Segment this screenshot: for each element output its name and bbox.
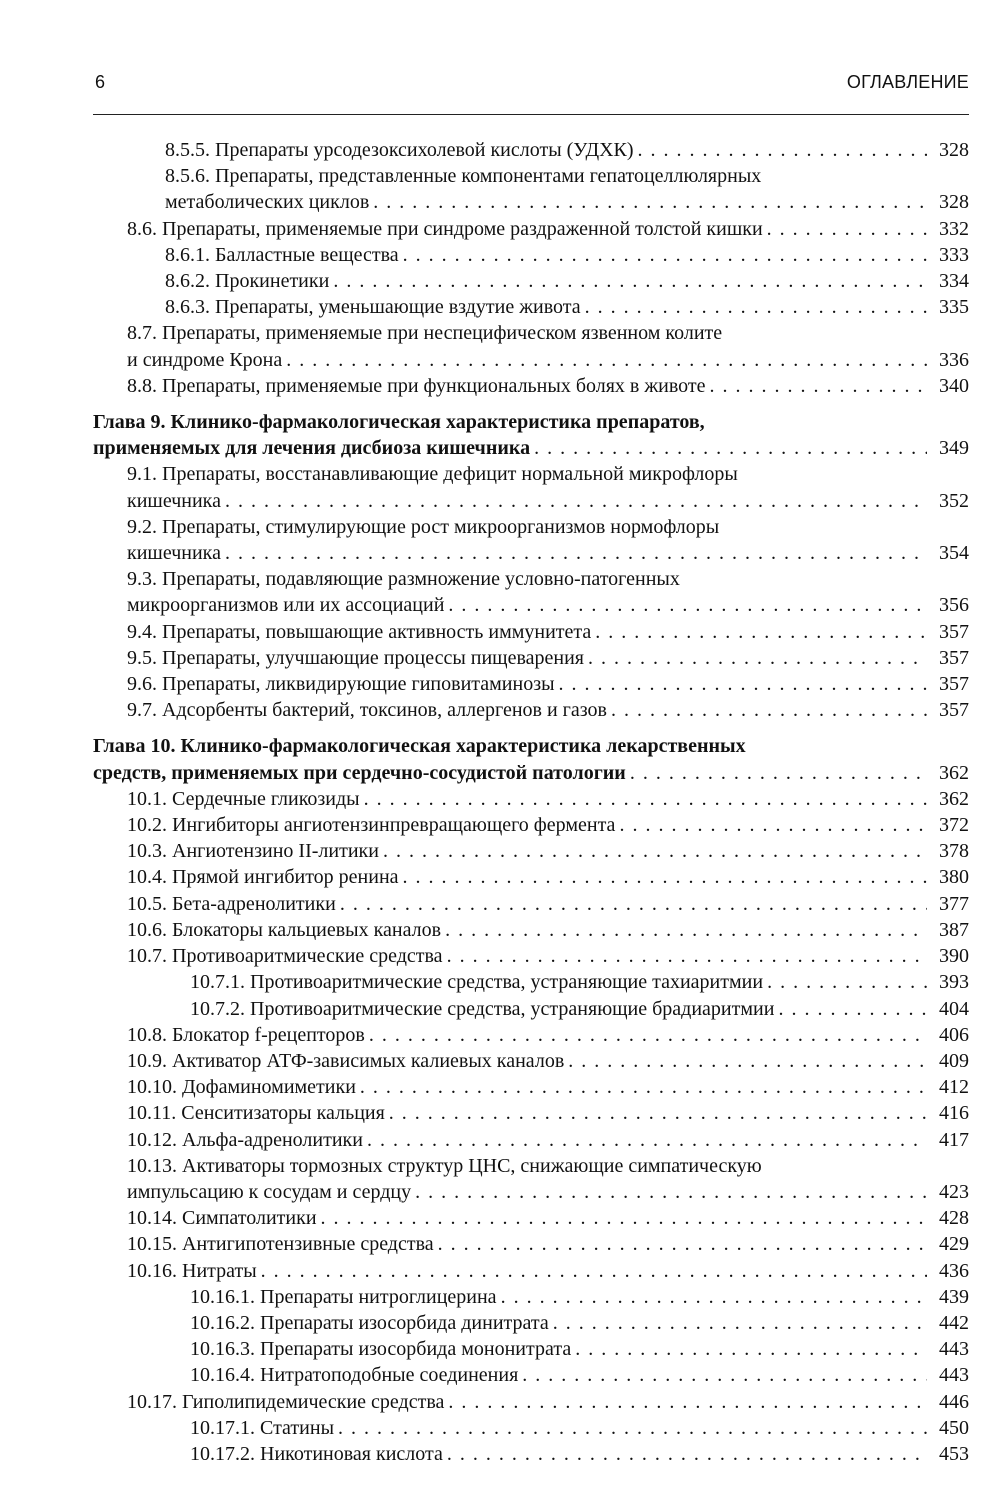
toc-entry-text: 8.6.2. Прокинетики <box>165 270 330 293</box>
toc-entry-text: микроорганизмов или их ассоциаций <box>127 594 445 617</box>
toc-entry-text: кишечника <box>127 542 221 565</box>
toc-entry <box>93 1258 969 1284</box>
toc-entry-text: 10.7.1. Противоаритмические средства, устраняющие тахиаритмии <box>190 971 764 994</box>
dot-leader <box>333 268 927 294</box>
toc-page-number: 372 <box>939 814 969 837</box>
toc-entry-text: средств, применяемых при сердечно-сосудистой патологии <box>93 761 626 784</box>
toc-page-number: 352 <box>939 489 969 512</box>
toc-entry-text: 10.17. Гиполипидемические средства <box>127 1390 445 1413</box>
toc-entry-text: импульсацию к сосудам и сердцу <box>127 1180 412 1203</box>
toc-entry-text: 10.16.4. Нитратоподобные соединения <box>190 1364 519 1387</box>
toc-entry <box>93 671 969 697</box>
toc-entry-text: 10.7. Противоаритмические средства <box>127 945 443 968</box>
toc-entry <box>93 373 969 399</box>
toc-entry <box>93 1074 969 1100</box>
toc-page-number: 450 <box>939 1416 969 1439</box>
toc-entry-text: 10.10. Дофаминомиметики <box>127 1076 356 1099</box>
dot-leader <box>225 488 927 514</box>
toc-entry <box>93 697 969 723</box>
toc-page-number: 328 <box>939 191 969 214</box>
toc-page-number: 356 <box>939 594 969 617</box>
toc-entry-text: 8.7. Препараты, применяемые при неспецифическом язвенном колите <box>127 322 723 345</box>
toc-entry-text: 9.7. Адсорбенты бактерий, токсинов, аллергенов и газов <box>127 699 607 722</box>
toc-entry <box>93 645 969 671</box>
toc-entry <box>93 1441 969 1467</box>
toc-page-number: 362 <box>939 787 969 810</box>
dot-leader <box>534 435 927 461</box>
toc-entry <box>93 514 969 566</box>
toc-page-number: 328 <box>939 139 969 161</box>
toc-page-number: 406 <box>939 1023 969 1046</box>
toc-entry-text: 10.13. Активаторы тормозных структур ЦНС, снижающие симпатическую <box>127 1154 762 1177</box>
toc-entry <box>93 242 969 268</box>
toc-entry <box>93 163 969 215</box>
toc-page-number: 409 <box>939 1049 969 1072</box>
toc-entry-text: 8.6.3. Препараты, уменьшающие вздутие живота <box>165 296 581 319</box>
toc-page-number: 332 <box>939 217 969 240</box>
toc-entry-text: 10.3. Ангиотензино II-литики <box>127 840 379 863</box>
dot-leader <box>619 812 927 838</box>
dot-leader <box>321 1205 927 1231</box>
toc-entry <box>93 1415 969 1441</box>
toc-entry <box>93 838 969 864</box>
toc-entry-text: 9.1. Препараты, восстанавливающие дефицит нормальной микрофлоры <box>127 463 738 486</box>
toc-entry <box>93 1336 969 1362</box>
dot-leader <box>415 1179 927 1205</box>
toc-page-number: 336 <box>939 348 969 371</box>
toc-entry-text: 10.15. Антигипотензивные средства <box>127 1233 434 1256</box>
toc-page-number: 436 <box>939 1259 969 1282</box>
toc-entry <box>93 917 969 943</box>
toc-entry <box>93 1100 969 1126</box>
toc-entry-text: 10.16.2. Препараты изосорбида динитрата <box>190 1311 549 1334</box>
toc-entry <box>93 1362 969 1388</box>
dot-leader <box>522 1362 927 1388</box>
toc-entry <box>93 619 969 645</box>
page-number: 6 <box>95 72 106 92</box>
toc-page-number: 443 <box>939 1364 969 1387</box>
toc-entry-text: 10.14. Симпатолитики <box>127 1207 317 1230</box>
toc-page-number: 357 <box>939 646 969 669</box>
toc-entry-text: 10.17.2. Никотиновая кислота <box>190 1442 443 1465</box>
toc-entry-text: 10.1. Сердечные гликозиды <box>127 787 360 810</box>
toc-chapter <box>93 733 969 785</box>
toc-entry <box>93 294 969 320</box>
toc-page-number: 429 <box>939 1233 969 1256</box>
dot-leader <box>595 619 927 645</box>
toc-entry <box>93 996 969 1022</box>
toc-entry <box>93 137 969 163</box>
toc-entry-text: 8.6. Препараты, применяемые при синдроме раздраженной толстой кишки <box>127 217 763 240</box>
toc-chapter <box>93 409 969 461</box>
dot-leader <box>286 347 927 373</box>
dot-leader <box>559 671 927 697</box>
dot-leader <box>553 1310 927 1336</box>
toc-entry-text: 10.16.1. Препараты нитроглицерина <box>190 1285 497 1308</box>
toc-entry <box>93 786 969 812</box>
toc-entry <box>93 1153 969 1205</box>
toc-entry <box>93 461 969 513</box>
toc-page-number: 334 <box>939 270 969 293</box>
toc-entry-text: 10.7.2. Противоаритмические средства, устраняющие брадиаритмии <box>190 997 775 1020</box>
toc-entry <box>93 1389 969 1415</box>
toc-page-number: 446 <box>939 1390 969 1413</box>
toc-page-number: 357 <box>939 673 969 696</box>
toc-entry <box>93 891 969 917</box>
toc-page-number: 387 <box>939 918 969 941</box>
dot-leader <box>438 1231 927 1257</box>
toc-entry <box>93 1205 969 1231</box>
toc-entry <box>93 1231 969 1257</box>
dot-leader <box>611 697 927 723</box>
toc-page-number: 416 <box>939 1102 969 1125</box>
dot-leader <box>403 864 927 890</box>
toc-page-number: 453 <box>939 1442 969 1465</box>
toc-entry-text: 10.16.3. Препараты изосорбида мононитрата <box>190 1338 572 1361</box>
toc-entry-text: 10.17.1. Статины <box>190 1416 335 1439</box>
toc-entry-text: 10.12. Альфа-адренолитики <box>127 1128 363 1151</box>
toc-entry-text: Глава 9. Клинико-фармакологическая характеристика препаратов, <box>93 411 705 434</box>
toc-entry-text: Глава 10. Клинико-фармакологическая характеристика лекарственных <box>93 735 746 758</box>
dot-leader <box>367 1127 927 1153</box>
dot-leader <box>710 373 927 399</box>
dot-leader <box>445 917 927 943</box>
toc-entry-text: 10.2. Ингибиторы ангиотензинпревращающего фермента <box>127 814 616 837</box>
header-rule <box>93 114 969 115</box>
dot-leader <box>338 1415 927 1441</box>
dot-leader <box>369 1022 927 1048</box>
toc-entry <box>93 864 969 890</box>
table-of-contents <box>93 137 969 1467</box>
dot-leader <box>403 242 927 268</box>
dot-leader <box>585 294 927 320</box>
toc-entry-text: 8.6.1. Балластные вещества <box>165 243 399 266</box>
dot-leader <box>448 592 927 618</box>
dot-leader <box>767 969 927 995</box>
running-title: ОГЛАВЛЕНИЕ <box>846 72 969 92</box>
toc-page-number: 390 <box>939 945 969 968</box>
toc-page-number: 404 <box>939 997 969 1020</box>
toc-entry-text: 9.4. Препараты, повышающие активность иммунитета <box>127 620 592 643</box>
toc-entry-text: 10.5. Бета-адренолитики <box>127 892 336 915</box>
toc-entry <box>93 812 969 838</box>
dot-leader <box>778 996 927 1022</box>
toc-page-number: 443 <box>939 1338 969 1361</box>
toc-entry <box>93 943 969 969</box>
toc-page-number: 357 <box>939 620 969 643</box>
dot-leader <box>767 216 927 242</box>
toc-page-number: 428 <box>939 1207 969 1230</box>
toc-entry-text: 9.6. Препараты, ликвидирующие гиповитаминозы <box>127 673 555 696</box>
toc-page-number: 412 <box>939 1076 969 1099</box>
toc-entry-text: метаболических циклов <box>165 191 370 214</box>
toc-entry-text: 9.2. Препараты, стимулирующие рост микроорганизмов нормофлоры <box>127 515 720 538</box>
toc-entry <box>93 1022 969 1048</box>
toc-page-number: 333 <box>939 243 969 266</box>
toc-entry-text: 8.5.5. Препараты урсодезоксихолевой кислоты (УДХК) <box>165 139 634 161</box>
toc-page-number: 439 <box>939 1285 969 1308</box>
dot-leader <box>447 943 927 969</box>
toc-entry-text: 10.16. Нитраты <box>127 1259 257 1282</box>
toc-entry-text: 10.8. Блокатор f-рецепторов <box>127 1023 365 1046</box>
toc-entry <box>93 268 969 294</box>
dot-leader <box>373 189 927 215</box>
page-header <box>93 70 969 104</box>
toc-entry-text: 8.5.6. Препараты, представленные компонентами гепатоцеллюлярных <box>165 165 762 188</box>
toc-page-number: 442 <box>939 1311 969 1334</box>
toc-entry-text: применяемых для лечения дисбиоза кишечника <box>93 437 531 460</box>
toc-entry-text: 10.6. Блокаторы кальциевых каналов <box>127 918 442 941</box>
toc-page-number: 380 <box>939 866 969 889</box>
toc-entry <box>93 1127 969 1153</box>
dot-leader <box>340 891 927 917</box>
dot-leader <box>448 1389 927 1415</box>
toc-entry-text: 10.9. Активатор АТФ-зависимых калиевых каналов <box>127 1049 565 1072</box>
dot-leader <box>638 137 927 163</box>
dot-leader <box>389 1100 927 1126</box>
dot-leader <box>261 1258 927 1284</box>
toc-page-number: 357 <box>939 699 969 722</box>
toc-page-number: 349 <box>939 437 969 460</box>
toc-entry <box>93 566 969 618</box>
dot-leader <box>360 1074 927 1100</box>
toc-page-number: 362 <box>939 761 969 784</box>
toc-entry-text: 8.8. Препараты, применяемые при функциональных болях в животе <box>127 374 706 397</box>
toc-entry-text: и синдроме Крона <box>127 348 283 371</box>
dot-leader <box>568 1048 927 1074</box>
toc-page-number: 340 <box>939 374 969 397</box>
toc-entry <box>93 969 969 995</box>
toc-entry <box>93 1284 969 1310</box>
toc-entry <box>93 320 969 372</box>
dot-leader <box>630 760 927 786</box>
dot-leader <box>364 786 927 812</box>
toc-page-number: 393 <box>939 971 969 994</box>
toc-page-number: 354 <box>939 542 969 565</box>
toc-page-number: 378 <box>939 840 969 863</box>
dot-leader <box>588 645 927 671</box>
dot-leader <box>447 1441 927 1467</box>
toc-entry-text: кишечника <box>127 489 221 512</box>
dot-leader <box>383 838 927 864</box>
toc-entry <box>93 216 969 242</box>
dot-leader <box>575 1336 927 1362</box>
toc-page-number: 423 <box>939 1180 969 1203</box>
toc-entry-text: 10.4. Прямой ингибитор ренина <box>127 866 399 889</box>
toc-page-number: 335 <box>939 296 969 319</box>
toc-entry-text: 10.11. Сенситизаторы кальция <box>127 1102 385 1125</box>
toc-entry-text: 9.3. Препараты, подавляющие размножение условно-патогенных <box>127 568 680 591</box>
toc-entry-text: 9.5. Препараты, улучшающие процессы пищеварения <box>127 646 584 669</box>
toc-entry <box>93 1310 969 1336</box>
toc-entry <box>93 1048 969 1074</box>
dot-leader <box>225 540 927 566</box>
dot-leader <box>501 1284 927 1310</box>
toc-page-number: 417 <box>939 1128 969 1151</box>
toc-page-number: 377 <box>939 892 969 915</box>
